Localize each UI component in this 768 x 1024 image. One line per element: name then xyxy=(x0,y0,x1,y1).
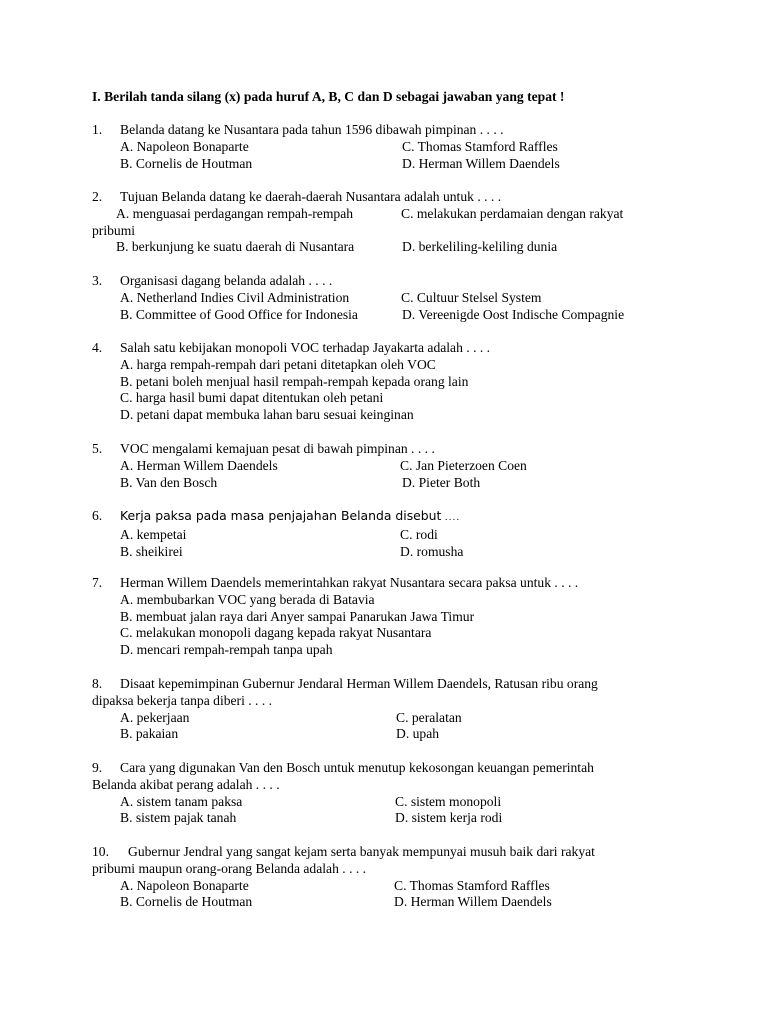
option-b: B. membuat jalan raya dari Anyer sampai Panarukan Jawa Timur xyxy=(120,608,475,624)
option-c: C. melakukan perdamaian dengan rakyat xyxy=(401,205,624,221)
option-c: C. peralatan xyxy=(396,709,462,725)
question-5 xyxy=(92,441,672,491)
question-number: 8. xyxy=(92,676,103,691)
question-text: Salah satu kebijakan monopoli VOC terhadap Jayakarta adalah . . . . xyxy=(120,340,491,355)
option-d: D. upah xyxy=(396,726,440,742)
option-b: B. Cornelis de Houtman xyxy=(120,155,253,171)
option-d: D. petani dapat membuka lahan baru sesuai keinginan xyxy=(120,407,414,423)
question-number: 9. xyxy=(92,760,103,775)
option-b: B. Committee of Good Office for Indonesia xyxy=(120,306,358,322)
option-c: C. melakukan monopoli dagang kepada rakyat Nusantara xyxy=(120,625,432,641)
question-text: Belanda datang ke Nusantara pada tahun 1596 dibawah pimpinan . . . . xyxy=(120,122,504,137)
question-8 xyxy=(92,676,672,743)
option-b: B. pakaian xyxy=(120,726,179,742)
option-b: B. petani boleh menjual hasil rempah-rempah kepada orang lain xyxy=(120,373,469,389)
option-a: A. kempetai xyxy=(120,526,187,542)
question-text: Gubernur Jendral yang sangat kejam serta banyak mempunyai musuh baik dari rakyat xyxy=(128,844,595,859)
option-b: B. berkunjung ke suatu daerah di Nusantara xyxy=(116,239,355,255)
question-text-continuation: pribumi maupun orang-orang Belanda adalah . . . . xyxy=(92,860,367,876)
question-text: Disaat kepemimpinan Gubernur Jendaral Herman Willem Daendels, Ratusan ribu orang xyxy=(120,676,598,691)
instruction-heading: I. Berilah tanda silang (x) pada huruf A, B, C dan D sebagai jawaban yang tepat ! xyxy=(92,89,565,104)
question-6 xyxy=(92,508,672,560)
question-text: Cara yang digunakan Van den Bosch untuk menutup kekosongan keuangan pemerintah xyxy=(120,760,594,775)
option-d: D. Herman Willem Daendels xyxy=(402,155,560,171)
option-d: D. Pieter Both xyxy=(402,474,481,490)
option-a: A. sistem tanam paksa xyxy=(120,793,243,809)
option-d: D. mencari rempah-rempah tanpa upah xyxy=(120,642,333,658)
option-a: A. Napoleon Bonaparte xyxy=(120,138,249,154)
question-2 xyxy=(92,189,672,256)
question-text: Herman Willem Daendels memerintahkan rakyat Nusantara secara paksa untuk . . . . xyxy=(120,575,579,590)
question-number: 10. xyxy=(92,844,109,859)
question-10 xyxy=(92,844,672,911)
question-text: Tujuan Belanda datang ke daerah-daerah Nusantara adalah untuk . . . . xyxy=(120,189,502,204)
option-d: D. berkeliling-keliling dunia xyxy=(402,239,558,255)
question-text: Organisasi dagang belanda adalah . . . . xyxy=(120,273,333,288)
option-a: A. harga rempah-rempah dari petani ditetapkan oleh VOC xyxy=(120,356,436,372)
option-b: B. Cornelis de Houtman xyxy=(120,894,253,910)
option-b: B. sheikirei xyxy=(120,543,183,559)
question-number: 5. xyxy=(92,441,103,456)
question-number: 6. xyxy=(92,508,103,523)
option-c: C. harga hasil bumi dapat ditentukan oleh petani xyxy=(120,390,384,406)
option-c: C. Thomas Stamford Raffles xyxy=(394,877,550,893)
option-d: D. romusha xyxy=(400,543,464,559)
question-1 xyxy=(92,122,672,172)
option-d: D. Herman Willem Daendels xyxy=(394,894,552,910)
option-c: C. Thomas Stamford Raffles xyxy=(402,138,558,154)
question-number: 3. xyxy=(92,273,103,288)
question-text-continuation: dipaksa bekerja tanpa diberi . . . . xyxy=(92,692,273,708)
option-a: A. Herman Willem Daendels xyxy=(120,457,278,473)
option-a: A. pekerjaan xyxy=(120,709,190,725)
question-number: 4. xyxy=(92,340,103,355)
option-c-continuation: pribumi xyxy=(92,222,136,238)
question-number: 1. xyxy=(92,122,103,137)
option-c: C. Cultuur Stelsel System xyxy=(401,289,542,305)
question-text: VOC mengalami kemajuan pesat di bawah pimpinan . . . . xyxy=(120,441,435,456)
question-text-continuation: Belanda akibat perang adalah . . . . xyxy=(92,776,280,792)
question-4 xyxy=(92,340,672,424)
option-c: C. sistem monopoli xyxy=(395,793,502,809)
option-a: A. Napoleon Bonaparte xyxy=(120,877,249,893)
option-c: C. rodi xyxy=(400,526,438,542)
option-b: B. Van den Bosch xyxy=(120,474,218,490)
question-number: 7. xyxy=(92,575,103,590)
option-a: A. membubarkan VOC yang berada di Batavia xyxy=(120,591,375,607)
option-d: D. sistem kerja rodi xyxy=(395,810,503,826)
option-d: D. Vereenigde Oost Indische Compagnie xyxy=(402,306,625,322)
question-9 xyxy=(92,760,672,827)
option-c: C. Jan Pieterzoen Coen xyxy=(400,457,527,473)
option-b: B. sistem pajak tanah xyxy=(120,810,237,826)
question-7 xyxy=(92,575,672,659)
question-text: Kerja paksa pada masa penjajahan Belanda disebut xyxy=(120,508,442,523)
question-3 xyxy=(92,273,672,323)
question-number: 2. xyxy=(92,189,103,204)
option-a: A. menguasai perdagangan rempah-rempah xyxy=(116,205,354,221)
question-dots: .... xyxy=(444,513,461,523)
option-a: A. Netherland Indies Civil Administration xyxy=(120,289,350,305)
